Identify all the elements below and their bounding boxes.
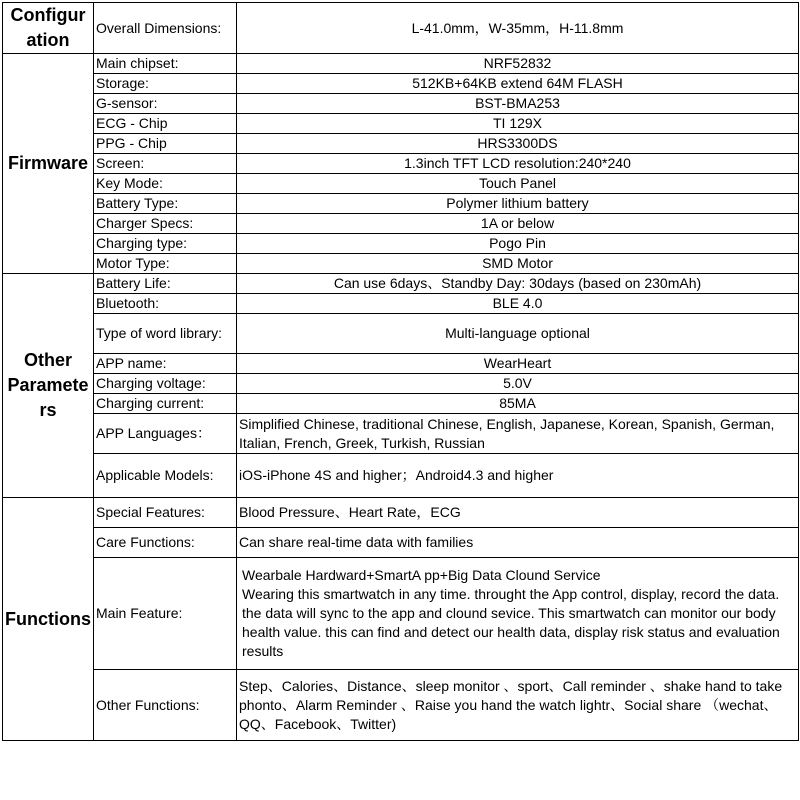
- spec-row-charging-voltage: [3, 374, 799, 394]
- spec-label: Storage:: [94, 74, 237, 94]
- spec-row-charging-type: [3, 234, 799, 254]
- spec-value: L-41.0mm，W-35mm，H-11.8mm: [237, 3, 799, 54]
- spec-row-g-sensor: [3, 94, 799, 114]
- spec-label: Motor Type:: [94, 254, 237, 274]
- spec-row-charger-specs: [3, 214, 799, 234]
- spec-value: 85MA: [237, 394, 799, 414]
- spec-label: Overall Dimensions:: [94, 3, 237, 54]
- spec-value: iOS-iPhone 4S and higher；Android4.3 and higher: [237, 454, 799, 498]
- spec-value: Multi-language optional: [237, 314, 799, 354]
- spec-row-app-name: [3, 354, 799, 374]
- category-label-line: rs: [39, 400, 57, 420]
- spec-label: Main Feature:: [94, 558, 237, 670]
- category-firmware: [3, 54, 94, 274]
- category-label-line: Firmware: [7, 153, 89, 173]
- spec-row-battery-life: [3, 274, 799, 294]
- spec-label: Care Functions:: [94, 528, 237, 558]
- spec-table: [2, 2, 799, 741]
- category-label-line: Paramete: [7, 375, 89, 395]
- spec-value: TI 129X: [237, 114, 799, 134]
- spec-label: Main chipset:: [94, 54, 237, 74]
- spec-label: Battery Type:: [94, 194, 237, 214]
- spec-label: Charger Specs:: [94, 214, 237, 234]
- spec-row-applicable-models: [3, 454, 799, 498]
- spec-value: Polymer lithium battery: [237, 194, 799, 214]
- spec-label: G-sensor:: [94, 94, 237, 114]
- spec-value: 512KB+64KB extend 64M FLASH: [237, 74, 799, 94]
- spec-value-paragraph: Wearing this smartwatch in any time. throught the App control, display, record the data. the data will sync to the app and clound sevice. This smartwatch can monitor our body health value. this can find and detect our health data, display risk status and evaluation results: [242, 586, 780, 659]
- spec-label: Special Features:: [94, 498, 237, 528]
- spec-label: Bluetooth:: [94, 294, 237, 314]
- spec-row-overall-dimensions: [3, 3, 799, 54]
- category-configuration: [3, 3, 94, 54]
- spec-row-ppg-chip: [3, 134, 799, 154]
- spec-value: Step、Calories、Distance、sleep monitor 、sport、Call reminder 、shake hand to take phonto、Alarm Reminder 、Raise you hand the watch lightr、Social share （wechat、QQ、Facebook、Twitter): [237, 670, 799, 741]
- spec-row-key-mode: [3, 174, 799, 194]
- spec-label: Other Functions:: [94, 670, 237, 741]
- spec-value: NRF52832: [237, 54, 799, 74]
- spec-row-app-languages: [3, 414, 799, 454]
- spec-label: Charging current:: [94, 394, 237, 414]
- spec-row-bluetooth: [3, 294, 799, 314]
- spec-label: Charging voltage:: [94, 374, 237, 394]
- spec-value: BLE 4.0: [237, 294, 799, 314]
- spec-value: Simplified Chinese, traditional Chinese, English, Japanese, Korean, Spanish, German, Italian, French, Greek, Turkish, Russian: [237, 414, 799, 454]
- spec-row-motor-type: [3, 254, 799, 274]
- spec-value: WearHeart: [237, 354, 799, 374]
- category-label-line: ation: [26, 30, 70, 50]
- spec-value: Touch Panel: [237, 174, 799, 194]
- spec-value: Can use 6days、Standby Day: 30days (based on 230mAh): [237, 274, 799, 294]
- spec-value: SMD Motor: [237, 254, 799, 274]
- category-functions: [3, 498, 94, 741]
- spec-value: 5.0V: [237, 374, 799, 394]
- category-other-parameters: [3, 274, 94, 498]
- spec-value: Pogo Pin: [237, 234, 799, 254]
- spec-label: APP name:: [94, 354, 237, 374]
- spec-value: 1.3inch TFT LCD resolution:240*240: [237, 154, 799, 174]
- spec-row-special-features: [3, 498, 799, 528]
- spec-label: Screen:: [94, 154, 237, 174]
- spec-row-battery-type: [3, 194, 799, 214]
- spec-label: PPG - Chip: [94, 134, 237, 154]
- spec-value: HRS3300DS: [237, 134, 799, 154]
- category-label-line: Other: [23, 350, 72, 370]
- spec-row-type-of-word-library: [3, 314, 799, 354]
- spec-row-storage: [3, 74, 799, 94]
- spec-value: Blood Pressure、Heart Rate，ECG: [237, 498, 799, 528]
- spec-label: Applicable Models:: [94, 454, 237, 498]
- spec-value: 1A or below: [237, 214, 799, 234]
- spec-value: Can share real-time data with families: [237, 528, 799, 558]
- spec-label: ECG - Chip: [94, 114, 237, 134]
- spec-value: BST-BMA253: [237, 94, 799, 114]
- spec-row-other-functions: [3, 670, 799, 741]
- spec-table-body: [3, 3, 799, 741]
- spec-row-main-chipset: [3, 54, 799, 74]
- spec-row-main-feature: [3, 558, 799, 670]
- spec-label: Key Mode:: [94, 174, 237, 194]
- spec-value: [237, 558, 799, 670]
- category-label-line: Functions: [5, 608, 91, 629]
- spec-label: Type of word library:: [94, 314, 237, 354]
- spec-label: Battery Life:: [94, 274, 237, 294]
- spec-label: Charging type:: [94, 234, 237, 254]
- spec-row-screen: [3, 154, 799, 174]
- spec-row-ecg-chip: [3, 114, 799, 134]
- spec-row-care-functions: [3, 528, 799, 558]
- spec-label: APP Languages：: [94, 414, 237, 454]
- category-label-line: Configur: [10, 5, 86, 25]
- spec-row-charging-current: [3, 394, 799, 414]
- spec-value-paragraph: Wearbale Hardward+SmartA pp+Big Data Clound Service: [242, 567, 601, 583]
